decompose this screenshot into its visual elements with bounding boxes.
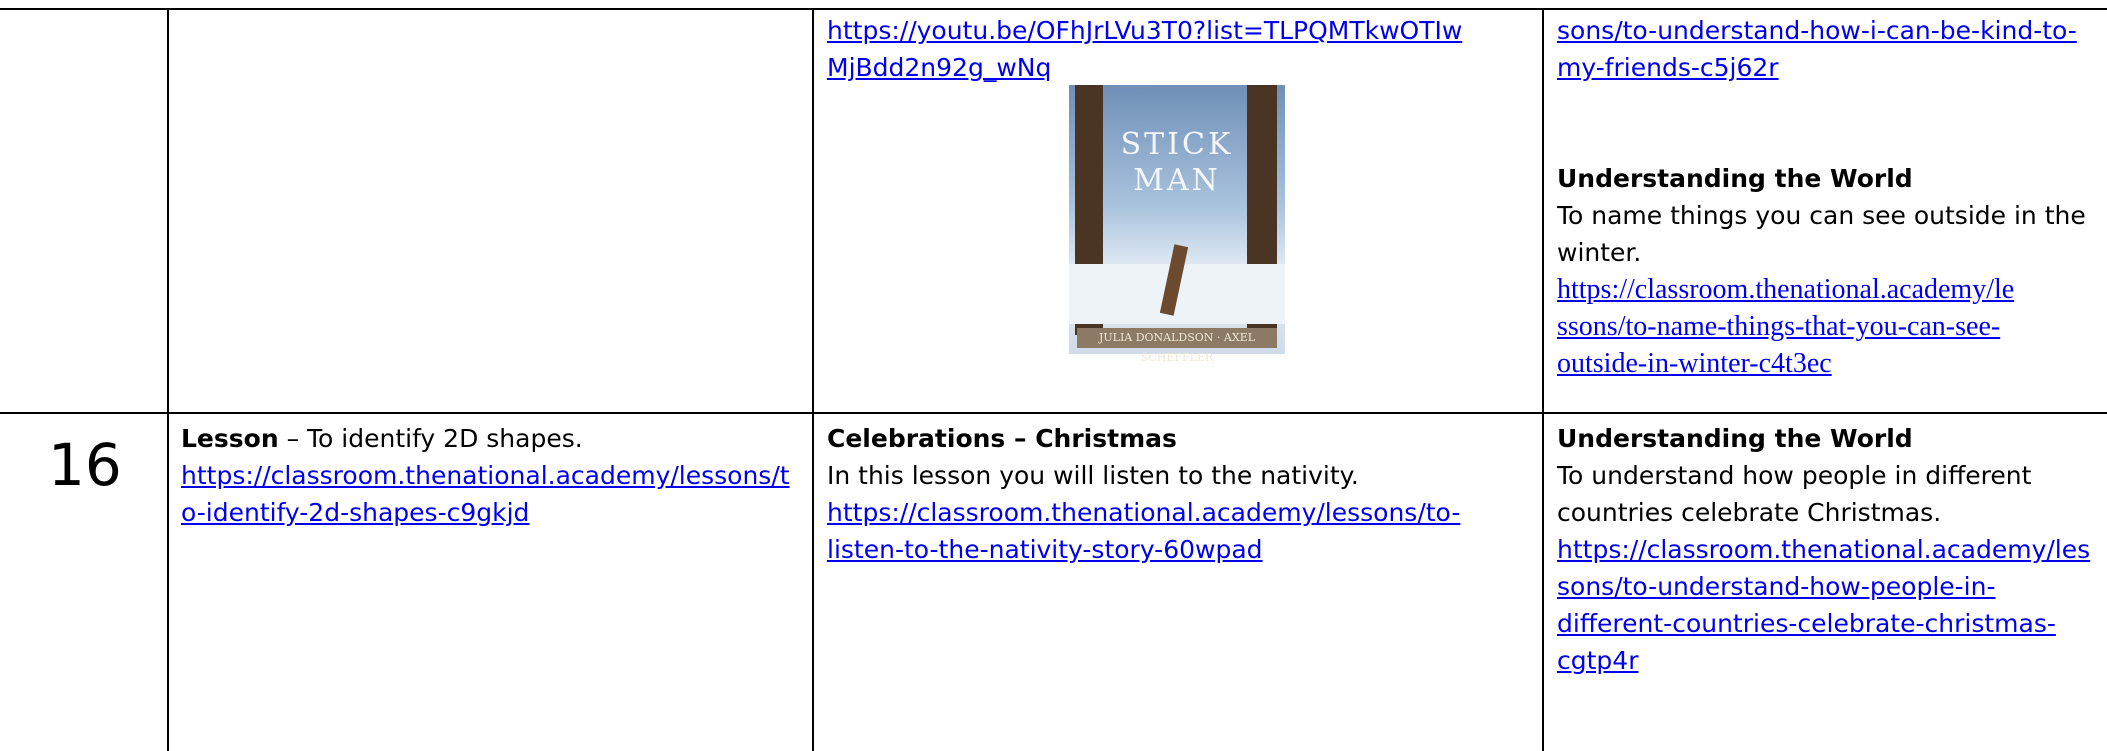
christmas-lesson-link-continued[interactable]: sons/to-understand-how-people-in- bbox=[1557, 572, 1996, 601]
christmas-lesson-link[interactable]: https://classroom.thenational.academy/les bbox=[1557, 535, 2091, 564]
book-authors: JULIA DONALDSON · AXEL SCHEFFLER bbox=[1077, 328, 1277, 348]
story-cell bbox=[827, 12, 1532, 86]
nativity-lesson-link[interactable]: https://classroom.thenational.academy/lessons/to- bbox=[827, 498, 1461, 527]
maths-lesson-text: – To identify 2D shapes. bbox=[278, 424, 583, 453]
winter-lesson-link[interactable]: https://classroom.thenational.academy/le bbox=[1557, 274, 2015, 305]
shapes-lesson-link[interactable]: https://classroom.thenational.academy/lessons/t bbox=[181, 461, 790, 490]
column-divider-1 bbox=[167, 8, 169, 751]
week-number: 16 bbox=[48, 431, 122, 499]
lesson-label: Lesson bbox=[181, 424, 279, 453]
christmas-text-line-1: To understand how people in different bbox=[1557, 461, 2032, 490]
maths-lesson-line bbox=[181, 420, 801, 457]
celebrations-heading: Celebrations – Christmas bbox=[827, 424, 1177, 453]
utw-winter-text: To name things you can see outside in the winter. bbox=[1557, 201, 2086, 267]
maths-cell bbox=[181, 420, 801, 531]
christmas-text-line-2: countries celebrate Christmas. bbox=[1557, 498, 1942, 527]
table-border-top bbox=[0, 8, 2107, 10]
winter-lesson-link-continued[interactable]: ssons/to-name-things-that-you-can-see- bbox=[1557, 311, 2001, 342]
book-title: STICK MAN bbox=[1120, 127, 1234, 198]
shapes-lesson-link-continued[interactable]: o-identify-2d-shapes-c9gkjd bbox=[181, 498, 530, 527]
utw-heading-christmas: Understanding the World bbox=[1557, 424, 1913, 453]
column-divider-3 bbox=[1542, 8, 1544, 751]
winter-lesson-link-end[interactable]: outside-in-winter-c4t3ec bbox=[1557, 348, 1832, 379]
kindness-lesson-link[interactable]: sons/to-understand-how-i-can-be-kind-to- bbox=[1557, 16, 2077, 45]
literacy-cell bbox=[827, 420, 1532, 568]
column-divider-2 bbox=[812, 8, 814, 751]
christmas-lesson-link-continued-2[interactable]: different-countries-celebrate-christmas- bbox=[1557, 609, 2056, 638]
row-divider bbox=[0, 412, 2107, 414]
utw-heading: Understanding the World bbox=[1557, 164, 1913, 193]
psed-cell bbox=[1557, 12, 2097, 86]
christmas-lesson-link-end[interactable]: cgtp4r bbox=[1557, 646, 1639, 675]
utw-winter-cell bbox=[1557, 160, 2097, 382]
utw-christmas-cell bbox=[1557, 420, 2097, 679]
nativity-lesson-link-continued[interactable]: listen-to-the-nativity-story-60wpad bbox=[827, 535, 1263, 564]
story-video-link[interactable]: https://youtu.be/OFhJrLVu3T0?list=TLPQMTkwOTIw bbox=[827, 16, 1463, 45]
story-video-link-continued[interactable]: MjBdd2n92g_wNq bbox=[827, 53, 1052, 82]
kindness-lesson-link-continued[interactable]: my-friends-c5j62r bbox=[1557, 53, 1779, 82]
nativity-text: In this lesson you will listen to the nativity. bbox=[827, 461, 1359, 490]
stick-man-book-cover bbox=[1069, 85, 1285, 364]
